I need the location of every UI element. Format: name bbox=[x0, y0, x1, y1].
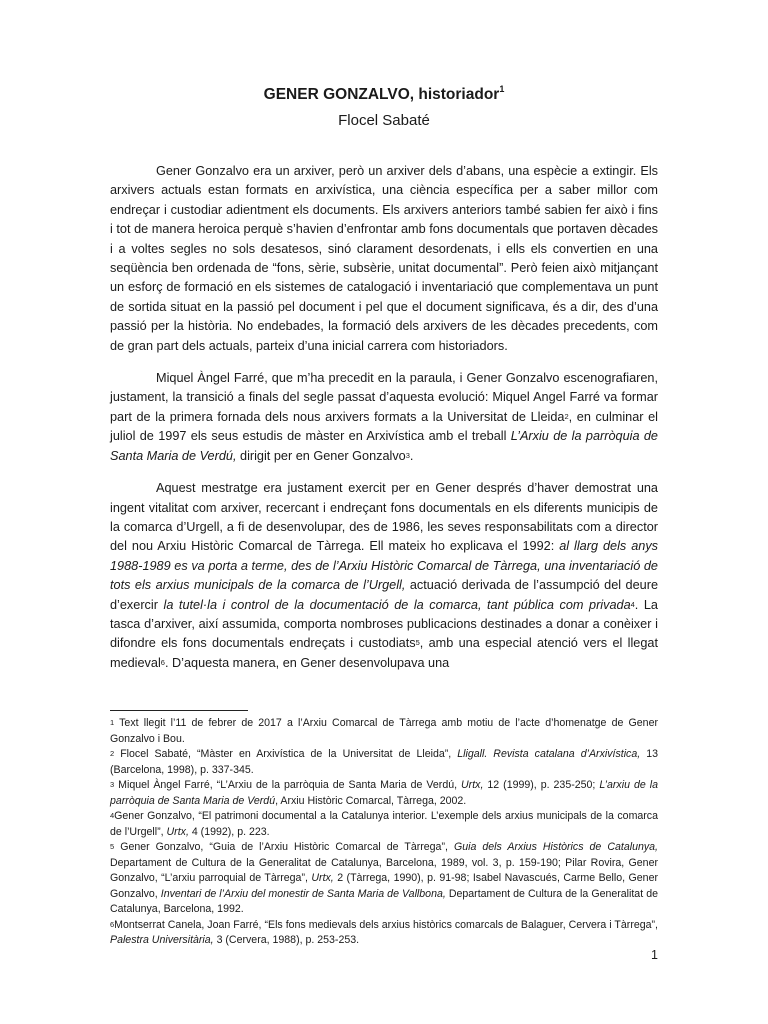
paragraph-2-text: dirigit per en Gener Gonzalvo bbox=[236, 448, 406, 463]
footnote-number: 4 bbox=[110, 811, 115, 820]
footnote-3 bbox=[110, 778, 658, 809]
footnote-text: Departament de Cultura de la Generalitat de Catalunya, Barcelona, 1989, vol. 3, p. 159-190; Pilar Rovira, Gener Gonzalvo, “L’arxiu parroquial de Tàrrega”, bbox=[110, 856, 658, 884]
footnote-5 bbox=[110, 840, 658, 918]
paragraph-3 bbox=[110, 479, 658, 673]
paragraph-3-italic: al llarg dels anys 1988-1989 es va porta a terme, des de l’Arxiu Històric Comarcal de Tàrrega, una inventariació de tots els arxius municipals de la comarca de l’Urgell, bbox=[110, 539, 659, 593]
footnote-ref-4[interactable]: 4 bbox=[630, 599, 635, 609]
footnote-italic: Palestra Universitària, bbox=[110, 934, 214, 946]
footnote-number: 5 bbox=[110, 842, 115, 851]
footnote-italic: Lligall. Revista catalana d’Arxivística, bbox=[457, 748, 641, 760]
footnote-ref-5[interactable]: 5 bbox=[415, 638, 420, 648]
footnote-italic: Urtx, bbox=[461, 779, 484, 791]
paragraph-2-text: . bbox=[409, 448, 414, 463]
footnote-text: 2 (Tàrrega, 1990), p. 91-98; Isabel Navascués, Carme Bello, Gener Gonzalvo, bbox=[110, 872, 658, 900]
paragraph-2-text: , en culminar el juliol de 1997 els seus estudis de màster en Arxivística amb el treball bbox=[110, 409, 658, 444]
footnote-italic: L’arxiu de la parròquia de Santa Maria de Verdú bbox=[110, 779, 658, 807]
footnote-italic: Urtx, bbox=[166, 825, 189, 838]
paragraph-3-text: Aquest mestratge era justament exercit per en Gener després d’haver demostrat una ingent vitalitat com arxiver, recercant i endreçant fons documentals en els diferents municipis de la comarca d’Urgell, a fi de desenvolupar, des de 1986, les seves responsabilitats com a director del nou Arxiu Històric Comarcal de Tàrrega. Ell mateix ho explicava el 1992: bbox=[110, 481, 658, 554]
footnotes bbox=[110, 716, 658, 949]
title-text: GENER GONZALVO, historiador bbox=[263, 86, 500, 103]
footnote-2 bbox=[110, 747, 658, 778]
footnote-4 bbox=[110, 809, 658, 840]
footnote-text: 3 (Cervera, 1988), p. 253-253. bbox=[213, 934, 360, 946]
footnote-number: 3 bbox=[110, 780, 115, 789]
footnote-number: 2 bbox=[110, 749, 115, 758]
footnote-ref-1[interactable]: 1 bbox=[499, 84, 505, 94]
footnote-number: 6 bbox=[110, 919, 115, 929]
footnote-text: , Arxiu Històric Comarcal, Tàrrega, 2002. bbox=[275, 794, 467, 807]
footnote-separator bbox=[110, 710, 248, 711]
author-name: Flocel Sabaté bbox=[338, 112, 430, 129]
paragraph-3-text: . La tasca d’arxiver, així assumida, comporta nombroses publicacions destinades a donar a conèixer i difondre els fons documentals endreçats i custodiats bbox=[110, 597, 658, 651]
footnote-text: Montserrat Canela, Joan Farré, “Els fons medievals dels arxius històrics comarcals de Balaguer, Cervera i Tàrrega”, bbox=[114, 918, 658, 931]
footnote-text: Gener Gonzalvo, “El patrimoni documental a la Catalunya interior. L’exemple dels arxius municipals de la comarca de l’Urgell”, bbox=[110, 810, 658, 838]
footnote-number: 1 bbox=[110, 718, 115, 727]
footnote-text: Gener Gonzalvo, “Guia de l’Arxiu Històric Comarcal de Tàrrega”, bbox=[114, 841, 454, 853]
paragraph-3-italic: la tutel·la i control de la documentació de la comarca, tant pública com privada bbox=[163, 597, 631, 612]
paragraph-3-text: . D’aquesta manera, en Gener desenvolupava una bbox=[164, 655, 450, 670]
footnote-text: Departament de Cultura de la Generalitat de Catalunya, Barcelona, 1992. bbox=[110, 887, 658, 915]
footnote-ref-3[interactable]: 3 bbox=[405, 450, 410, 460]
paragraph-3-text: , amb una especial atenció vers el llegat medieval bbox=[110, 636, 658, 670]
paragraph-1-text: Gener Gonzalvo era un arxiver, però un arxiver dels d’abans, una espècie a extingir. Els arxivers actuals estan formats en arxivística, una ciència específica per a saber millor com endreçar i custodiar adientment els documents. Els arxivers anteriors també sabien fer això i fins i tot de manera heroica perquè s’havien d’enfrontar amb fons documentals que portaven dècades i a voltes segles no sols desatesos, sinó clarament desordenats, i ells els convertien en una seqüència ben ordenada de “fons, sèrie, subsèrie, unitat documental”. Però feien això mitjançant un esforç de formació en els sistemes de catalogació i inventariació que complementava un punt de sortida situat en la passió pel document i pel que el document significava, és a dir, des d’una passió per la història. No endebades, la formació dels arxivers de les dècades precedents, com de gran part dels actuals, parteix d’una inicial carrera com historiadors. bbox=[110, 164, 658, 353]
footnote-italic: Inventari de l’Arxiu del monestir de Santa Maria de Vallbona, bbox=[160, 887, 446, 900]
footnote-text: Text llegit l’11 de febrer de 2017 a l’Arxiu Comarcal de Tàrrega amb motiu de l’acte d’homenatge de Gener Gonzalvo i Bou. bbox=[110, 717, 658, 745]
footnote-text: Flocel Sabaté, “Màster en Arxivística de la Universitat de Lleida”, bbox=[114, 748, 458, 760]
paragraph-1 bbox=[110, 162, 658, 356]
footnote-1 bbox=[110, 716, 658, 747]
paragraph-2-text: Miquel Àngel Farré, que m’ha precedit en la paraula, i Gener Gonzalvo escenografiaren, justament, la transició a finals del segle passat d’aquesta evolució: Miquel Angel Farré va formar part de la primera fornada dels nous arxivers formats a la Universitat de Lleida bbox=[110, 371, 658, 424]
paragraph-2 bbox=[110, 369, 658, 466]
footnote-italic: Guia dels Arxius Històrics de Catalunya, bbox=[453, 841, 658, 853]
footnote-ref-2[interactable]: 2 bbox=[564, 411, 569, 421]
footnote-ref-6[interactable]: 6 bbox=[160, 657, 165, 667]
footnote-italic: Urtx, bbox=[311, 872, 334, 884]
paragraph-3-text: actuació derivada de l’assumpció del deure d’exercir bbox=[110, 578, 658, 612]
footnote-text: 4 (1992), p. 223. bbox=[188, 825, 270, 838]
footnote-6 bbox=[110, 918, 658, 949]
footnote-text: 13 (Barcelona, 1998), p. 337-345. bbox=[110, 748, 658, 776]
document-body bbox=[110, 162, 658, 686]
paragraph-2-italic: L’Arxiu de la parròquia de Santa Maria de Verdú, bbox=[110, 429, 658, 463]
footnote-text: Miquel Àngel Farré, “L’Arxiu de la parròquia de Santa Maria de Verdú, bbox=[114, 779, 462, 791]
footnote-text: 12 (1999), p. 235-250; bbox=[483, 779, 600, 791]
document-title bbox=[0, 86, 768, 104]
page-number: 1 bbox=[651, 948, 658, 962]
